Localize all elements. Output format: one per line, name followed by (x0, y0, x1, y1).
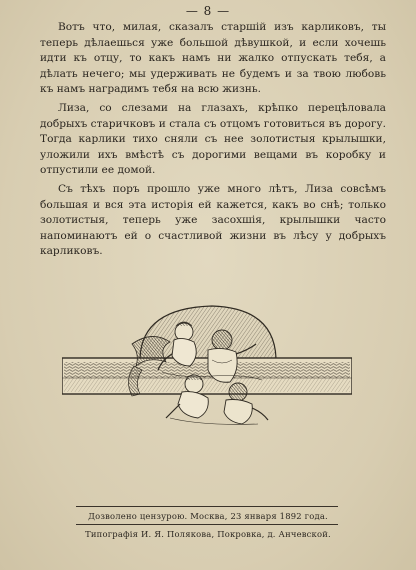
imprint-middle-rule (76, 524, 338, 525)
paragraph-1: Вотъ что, милая, сказалъ старшій изъ карликовъ, ты теперь дѣлаешься уже большой дѣвушкой, и если хочешь идти къ отцу, то какъ намъ ни жалко отпускать тебя, а дѣлать нечего; мы удерживать не будемъ и за твою любовь къ намъ наградимъ тебя на всю жизнь. (40, 21, 386, 96)
paragraph-2: Лиза, со слезами на глазахъ, крѣпко перецѣловала добрыхъ старичковъ и стала съ отцомъ готовиться въ дорогу. Тогда карлики тихо сняли съ нее золотистыя крылышки, уложили ихъ вмѣстѣ съ дорогими вещами въ коробку и отпустили ее домой. (40, 101, 386, 177)
story-text (40, 20, 386, 260)
imprint-top-rule (76, 506, 338, 507)
page-number: — 8 — (185, 4, 231, 18)
printer-note: Типографія И. Я. Полякова, Покровка, д. Анчевской. (85, 529, 331, 539)
cherub-head-2 (212, 330, 232, 350)
cherub-head-4 (229, 383, 247, 401)
censorship-note: Дозволено цензурою. Москва, 23 января 1892 года. (88, 511, 328, 521)
cherubs-vignette-illustration (62, 300, 352, 428)
paragraph-3: Съ тѣхъ поръ прошло уже много лѣтъ, Лиза совсѣмъ большая и вся эта исторія ей кажется, какъ во снѣ; только золотистыя, теперь уже засохшія, крылышки часто напоминаютъ ей о счастливой жизни въ лѣсу у добрыхъ карликовъ. (40, 182, 386, 258)
